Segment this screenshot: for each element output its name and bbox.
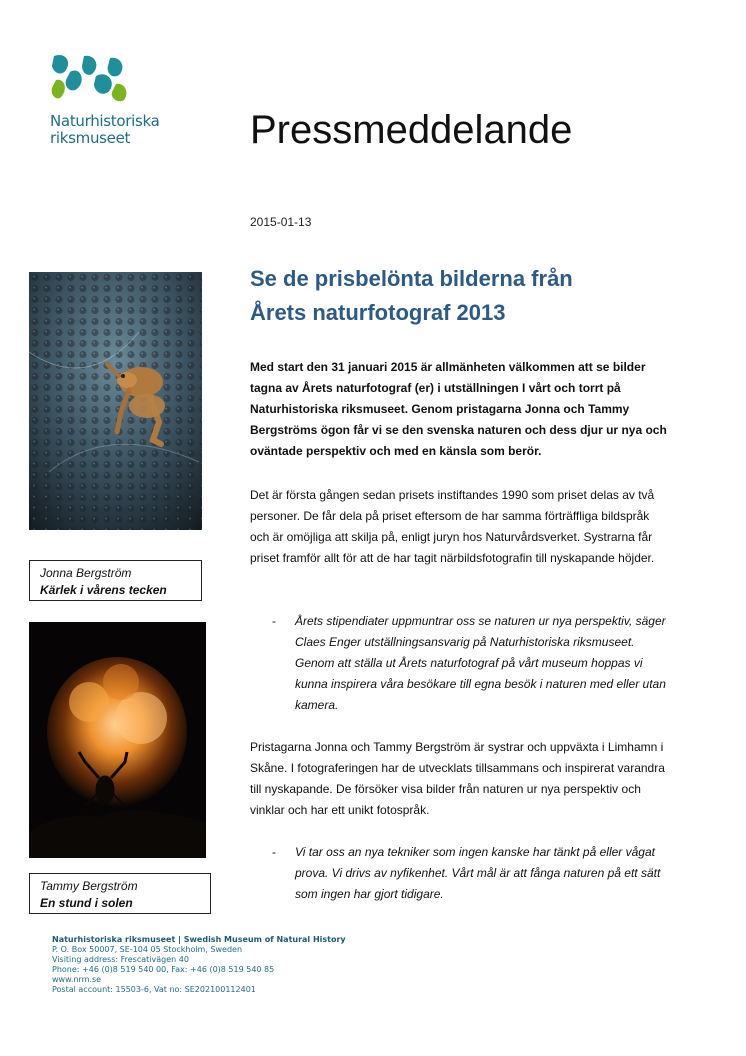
quote-text: Årets stipendiater uppmuntrar oss se naturen ur nya perspektiv, säger Claes Enger utställningsansvarig på Naturhistoriska riksmuseet. Genom att ställa ut Årets naturfotograf på vårt museum hoppas vi kunna inspirera våra besökare till egna besök i naturen med eller utan kamera.: [295, 614, 666, 712]
body-paragraph-1: Det är första gången sedan prisets instiftandes 1990 som priset delas av två personer. De får dela på priset eftersom de har samma förträffliga bildspråk och är omöjliga att skilja på, enligt juryn hos Naturvårdsverket. Systrarna får priset framför allt för att de har tagit närbildsfotografin till nyskapande höjder.: [250, 488, 655, 565]
logo-leaf-6: [52, 80, 65, 99]
logo-leaf-1: [52, 55, 68, 74]
logo-leaf-4: [94, 74, 112, 94]
logo-leaf-2: [66, 71, 82, 91]
headline-line2: Årets naturfotograf 2013: [250, 300, 506, 325]
headline: [250, 262, 690, 330]
lead-paragraph: Med start den 31 januari 2015 är allmänheten välkommen att se bilder tagna av Årets naturfotograf (er) i utställningen I vårt och torrt på Naturhistoriska riksmuseet. Genom pristagarna Jonna och Tammy Bergströms ögon får vi se den svenska naturen och dess djur ur nya och oväntade perspektiv och med en känsla som berör.: [250, 360, 667, 458]
quote-dash: -: [272, 845, 276, 859]
org-name: [50, 113, 160, 147]
photo-title: En stund i solen: [40, 896, 133, 910]
footer-address: P. O. Box 50007, SE-104 05 Stockholm, Sweden: [52, 945, 243, 954]
photographer-name: Jonna Bergström: [40, 566, 132, 580]
footer-contact: [52, 935, 346, 995]
quote-dash: -: [272, 614, 276, 628]
press-date: 2015-01-13: [250, 215, 312, 229]
photo-title: Kärlek i vårens tecken: [40, 583, 167, 597]
logo-leaf-5: [108, 58, 123, 77]
footer-website[interactable]: www.nrm.se: [52, 975, 102, 984]
logo-leaf-3: [82, 56, 96, 75]
footer-title: Naturhistoriska riksmuseet | Swedish Museum of Natural History: [52, 935, 346, 944]
museum-logo: [50, 52, 130, 104]
photo-caption-2: [29, 873, 211, 914]
quote-1: [272, 611, 672, 716]
quote-2: [272, 842, 672, 905]
photo-stag-beetle: [29, 622, 206, 858]
photographer-name: Tammy Bergström: [40, 879, 138, 893]
org-name-line1: Naturhistoriska: [50, 112, 160, 130]
photo-caption-1: [29, 560, 202, 601]
footer-visiting-address: Visiting address: Frescativägen 40: [52, 955, 189, 964]
footer-phone: Phone: +46 (0)8 519 540 00, Fax: +46 (0)8 519 540 85: [52, 965, 275, 974]
logo-leaf-7: [112, 84, 127, 102]
quote-text: Vi tar oss an nya tekniker som ingen kanske har tänkt på eller vågat prova. Vi drivs av nyfikenhet. Vårt mål är att fånga naturen på ett sätt som ingen har gjort tidigare.: [295, 845, 661, 901]
headline-line1: Se de prisbelönta bilderna från: [250, 266, 573, 291]
photo-frog: [29, 272, 202, 530]
org-name-line2: riksmuseet: [50, 129, 131, 147]
document-type: Pressmeddelande: [250, 108, 573, 152]
body-paragraph-2: Pristagarna Jonna och Tammy Bergström är systrar och uppväxta i Limhamn i Skåne. I fotograferingen har de utvecklats tillsammans och inspirerat varandra till nyskapande. De försöker visa bilder från naturen ur nya perspektiv och vinklar och har ett unikt fotospråk.: [250, 740, 665, 817]
footer-postal-account: Postal account: 15503-6, Vat no: SE202100112401: [52, 985, 256, 994]
